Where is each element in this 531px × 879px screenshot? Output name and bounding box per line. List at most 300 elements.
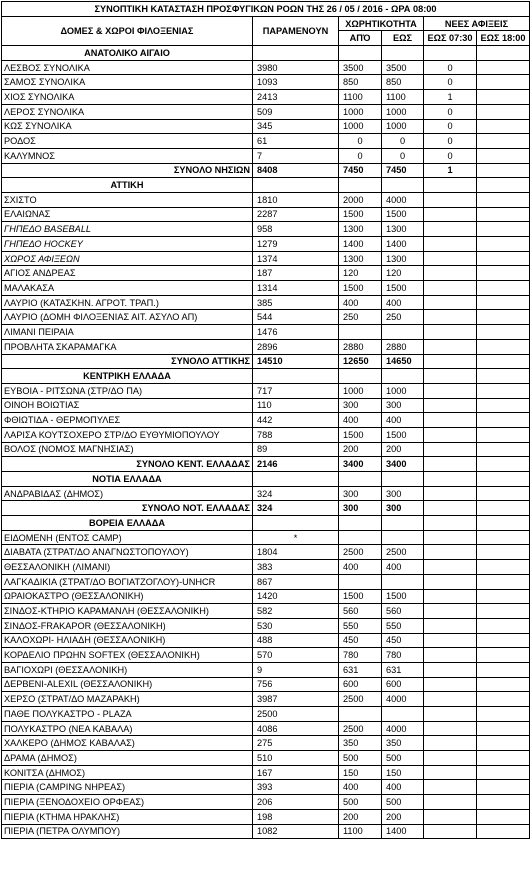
facility-name: ΔΕΡΒΕΝΙ-ALEXIL (ΘΕΣΣΑΛΟΝΙΚΗ) <box>2 677 253 692</box>
arrivals-0730-cell <box>424 751 477 766</box>
remaining-cell: 110 <box>253 398 339 413</box>
capacity-to-cell: 400 <box>382 295 424 310</box>
arrivals-1800-cell <box>477 237 530 252</box>
arrivals-0730-cell <box>424 795 477 810</box>
arrivals-1800-cell <box>477 824 530 839</box>
capacity-from-cell: 150 <box>339 765 382 780</box>
remaining-cell: 187 <box>253 266 339 281</box>
capacity-from-cell: 850 <box>339 75 382 90</box>
arrivals-1800-cell <box>477 192 530 207</box>
capacity-from-cell: 500 <box>339 751 382 766</box>
facility-name: ΛΕΡΟΣ ΣΥΝΟΛΙΚΑ <box>2 104 253 119</box>
arrivals-0730-cell <box>424 501 477 516</box>
remaining-cell: 1476 <box>253 325 339 340</box>
capacity-to-cell: 500 <box>382 751 424 766</box>
arrivals-1800-cell <box>477 707 530 722</box>
capacity-from-cell: 2500 <box>339 692 382 707</box>
arrivals-0730-cell <box>424 457 477 472</box>
arrivals-1800-cell <box>477 398 530 413</box>
arrivals-0730-cell <box>424 486 477 501</box>
capacity-from-cell: 780 <box>339 648 382 663</box>
arrivals-0730-cell <box>424 809 477 824</box>
table-row <box>2 75 530 90</box>
section-row <box>2 516 530 531</box>
facility-name: ΓΗΠΕΔΟ HOCKEY <box>2 237 253 252</box>
arrivals-1800-cell <box>477 354 530 369</box>
empty-cell <box>339 178 382 193</box>
table-row <box>2 530 530 545</box>
facility-name: ΛΑΡΙΣΑ ΚΟΥΤΣΟΧΕΡΟ ΣΤΡ/ΔΟ ΕΥΘΥΜΙΟΠΟΥΛΟΥ <box>2 427 253 442</box>
arrivals-0730-cell <box>424 574 477 589</box>
capacity-to-cell: 560 <box>382 604 424 619</box>
capacity-from-cell <box>339 707 382 722</box>
table-row <box>2 148 530 163</box>
remaining-cell: 1082 <box>253 824 339 839</box>
arrivals-0730-cell: 0 <box>424 119 477 134</box>
section-name: ΑΝΑΤΟΛΙΚΟ ΑΙΓΑΙΟ <box>2 46 253 61</box>
capacity-from-cell: 1500 <box>339 207 382 222</box>
arrivals-0730-cell <box>424 310 477 325</box>
remaining-cell: 383 <box>253 560 339 575</box>
capacity-from-cell: 1100 <box>339 90 382 105</box>
empty-cell <box>382 178 424 193</box>
capacity-to-cell: 1500 <box>382 427 424 442</box>
capacity-to-cell: 1000 <box>382 119 424 134</box>
capacity-from-cell: 631 <box>339 662 382 677</box>
total-label: ΣΥΝΟΛΟ ΝΟΤ. ΕΛΛΑΔΑΣ <box>2 501 253 516</box>
capacity-to-cell: 631 <box>382 662 424 677</box>
empty-cell <box>424 178 477 193</box>
arrivals-0730-cell <box>424 398 477 413</box>
remaining-cell: 1279 <box>253 237 339 252</box>
capacity-to-cell: 3400 <box>382 457 424 472</box>
capacity-to-cell: 1000 <box>382 383 424 398</box>
arrivals-0730-cell <box>424 442 477 457</box>
facility-name: ΛΑΓΚΑΔΙΚΙΑ (ΣΤΡΑΤ/ΔΟ ΒΟΓΙΑΤΖΟΓΛΟΥ)-UNHCR <box>2 574 253 589</box>
remaining-cell: 3987 <box>253 692 339 707</box>
capacity-to-cell: 550 <box>382 618 424 633</box>
table-row <box>2 398 530 413</box>
table-row <box>2 677 530 692</box>
facility-name: ΔΡΑΜΑ (ΔΗΜΟΣ) <box>2 751 253 766</box>
table-row <box>2 237 530 252</box>
table-row <box>2 119 530 134</box>
remaining-cell: 198 <box>253 809 339 824</box>
arrivals-1800-cell <box>477 589 530 604</box>
remaining-cell: 14510 <box>253 354 339 369</box>
header-structures: ΔΟΜΕΣ & ΧΩΡΟΙ ΦΙΛΟΞΕΝΙΑΣ <box>2 16 253 45</box>
empty-cell <box>253 516 339 531</box>
capacity-to-cell: 250 <box>382 310 424 325</box>
facility-name: ΛΕΣΒΟΣ ΣΥΝΟΛΙΚΑ <box>2 60 253 75</box>
arrivals-0730-cell: 1 <box>424 163 477 178</box>
facility-name: ΣΧΙΣΤΟ <box>2 192 253 207</box>
arrivals-1800-cell <box>477 501 530 516</box>
remaining-cell: 544 <box>253 310 339 325</box>
capacity-from-cell <box>339 530 382 545</box>
table-row <box>2 780 530 795</box>
table-row <box>2 207 530 222</box>
capacity-to-cell: 7450 <box>382 163 424 178</box>
capacity-from-cell: 250 <box>339 310 382 325</box>
section-name: ΚΕΝΤΡΙΚΗ ΕΛΛΑΔΑ <box>2 369 253 384</box>
facility-name: ΜΑΛΑΚΑΣΑ <box>2 281 253 296</box>
arrivals-1800-cell <box>477 545 530 560</box>
remaining-cell: 345 <box>253 119 339 134</box>
remaining-cell: 570 <box>253 648 339 663</box>
capacity-to-cell: 4000 <box>382 192 424 207</box>
total-row <box>2 501 530 516</box>
arrivals-0730-cell <box>424 266 477 281</box>
capacity-to-cell: 4000 <box>382 721 424 736</box>
remaining-cell: 385 <box>253 295 339 310</box>
table-body <box>2 46 530 839</box>
facility-name: ΓΗΠΕΔΟ BASEBALL <box>2 222 253 237</box>
arrivals-0730-cell <box>424 354 477 369</box>
table-row <box>2 574 530 589</box>
arrivals-1800-cell <box>477 574 530 589</box>
arrivals-0730-cell <box>424 427 477 442</box>
capacity-to-cell: 2880 <box>382 339 424 354</box>
remaining-cell: 756 <box>253 677 339 692</box>
capacity-to-cell: 1300 <box>382 251 424 266</box>
arrivals-1800-cell <box>477 677 530 692</box>
arrivals-0730-cell <box>424 222 477 237</box>
remaining-cell: 61 <box>253 134 339 149</box>
table-row <box>2 736 530 751</box>
table-row <box>2 765 530 780</box>
remaining-cell: 1420 <box>253 589 339 604</box>
table-row <box>2 192 530 207</box>
table-row <box>2 383 530 398</box>
arrivals-0730-cell <box>424 721 477 736</box>
facility-name: ΚΟΝΙΤΣΑ (ΔΗΜΟΣ) <box>2 765 253 780</box>
capacity-from-cell: 400 <box>339 780 382 795</box>
arrivals-0730-cell <box>424 560 477 575</box>
facility-name: ΣΙΝΔΟΣ-ΚΤΗΡΙΟ ΚΑΡΑΜΑΝΛΗ (ΘΕΣΣΑΛΟΝΙΚΗ) <box>2 604 253 619</box>
arrivals-0730-cell <box>424 765 477 780</box>
table-row <box>2 692 530 707</box>
remaining-cell: 530 <box>253 618 339 633</box>
remaining-cell: 4086 <box>253 721 339 736</box>
remaining-cell: 7 <box>253 148 339 163</box>
remaining-cell: 1374 <box>253 251 339 266</box>
arrivals-1800-cell <box>477 692 530 707</box>
arrivals-1800-cell <box>477 427 530 442</box>
header-until-1800: ΕΩΣ 18:00 <box>477 31 530 46</box>
total-label: ΣΥΝΟΛΟ ΑΤΤΙΚΗΣ <box>2 354 253 369</box>
arrivals-1800-cell <box>477 251 530 266</box>
facility-name: ΡΟΔΟΣ <box>2 134 253 149</box>
section-name: ΝΟΤΙΑ ΕΛΛΑΔΑ <box>2 472 253 487</box>
arrivals-1800-cell <box>477 325 530 340</box>
arrivals-0730-cell <box>424 545 477 560</box>
capacity-to-cell: 780 <box>382 648 424 663</box>
empty-cell <box>477 46 530 61</box>
empty-cell <box>253 178 339 193</box>
capacity-to-cell: 300 <box>382 501 424 516</box>
facility-name: ΘΕΣΣΑΛΟΝΙΚΗ (ΛΙΜΑΝΙ) <box>2 560 253 575</box>
capacity-from-cell <box>339 574 382 589</box>
facility-name: ΠΙΕΡΙΑ (ΚΤΗΜΑ ΗΡΑΚΛΗΣ) <box>2 809 253 824</box>
arrivals-1800-cell <box>477 266 530 281</box>
facility-name: ΧΕΡΣΟ (ΣΤΡΑΤ/ΔΟ ΜΑΖΑΡΑΚΗ) <box>2 692 253 707</box>
header-new-arrivals: ΝΕΕΣ ΑΦΙΞΕΙΣ <box>424 16 530 31</box>
table-row <box>2 721 530 736</box>
arrivals-0730-cell <box>424 780 477 795</box>
section-name: ΒΟΡΕΙΑ ΕΛΛΑΔΑ <box>2 516 253 531</box>
capacity-from-cell: 1000 <box>339 104 382 119</box>
arrivals-1800-cell <box>477 310 530 325</box>
capacity-to-cell: 200 <box>382 809 424 824</box>
arrivals-0730-cell <box>424 237 477 252</box>
section-row <box>2 472 530 487</box>
arrivals-1800-cell <box>477 104 530 119</box>
facility-name: ΠΙΕΡΙΑ (CAMPING ΝΗΡΕΑΣ) <box>2 780 253 795</box>
capacity-from-cell: 400 <box>339 560 382 575</box>
arrivals-0730-cell <box>424 633 477 648</box>
table-row <box>2 60 530 75</box>
empty-cell <box>477 178 530 193</box>
remaining-cell: 89 <box>253 442 339 457</box>
table-row <box>2 442 530 457</box>
remaining-cell: 958 <box>253 222 339 237</box>
arrivals-1800-cell <box>477 60 530 75</box>
table-row <box>2 486 530 501</box>
table-row <box>2 222 530 237</box>
empty-cell <box>477 516 530 531</box>
remaining-cell: 167 <box>253 765 339 780</box>
capacity-from-cell: 500 <box>339 795 382 810</box>
remaining-cell: 582 <box>253 604 339 619</box>
arrivals-1800-cell <box>477 530 530 545</box>
capacity-to-cell: 120 <box>382 266 424 281</box>
table-row <box>2 633 530 648</box>
table-row <box>2 589 530 604</box>
arrivals-1800-cell <box>477 281 530 296</box>
remaining-cell: 442 <box>253 413 339 428</box>
remaining-cell: 324 <box>253 501 339 516</box>
capacity-from-cell: 1300 <box>339 222 382 237</box>
arrivals-0730-cell <box>424 692 477 707</box>
arrivals-1800-cell <box>477 134 530 149</box>
total-row <box>2 163 530 178</box>
empty-cell <box>477 472 530 487</box>
remaining-cell: 8408 <box>253 163 339 178</box>
remaining-cell: 488 <box>253 633 339 648</box>
capacity-to-cell: 850 <box>382 75 424 90</box>
facility-name: ΦΘΙΩΤΙΔΑ - ΘΕΡΜΟΠΥΛΕΣ <box>2 413 253 428</box>
facility-name: ΩΡΑΙΟΚΑΣΤΡΟ (ΘΕΣΣΑΛΟΝΙΚΗ) <box>2 589 253 604</box>
remaining-cell: 1314 <box>253 281 339 296</box>
capacity-to-cell: 400 <box>382 413 424 428</box>
table-row <box>2 295 530 310</box>
capacity-to-cell: 14650 <box>382 354 424 369</box>
capacity-from-cell: 1100 <box>339 824 382 839</box>
total-label: ΣΥΝΟΛΟ ΝΗΣΙΩΝ <box>2 163 253 178</box>
facility-name: ΑΓΙΟΣ ΑΝΔΡΕΑΣ <box>2 266 253 281</box>
section-row <box>2 46 530 61</box>
arrivals-1800-cell <box>477 648 530 663</box>
capacity-to-cell: 1500 <box>382 589 424 604</box>
table-row <box>2 809 530 824</box>
facility-name: ΛΑΥΡΙΟ (ΔΟΜΗ ΦΙΛΟΞΕΝΙΑΣ ΑΙΤ. ΑΣΥΛΟ ΑΠ) <box>2 310 253 325</box>
capacity-from-cell: 1500 <box>339 281 382 296</box>
remaining-cell: 717 <box>253 383 339 398</box>
arrivals-0730-cell <box>424 589 477 604</box>
header-cap-from: ΑΠΌ <box>339 31 382 46</box>
arrivals-0730-cell: 0 <box>424 104 477 119</box>
capacity-from-cell: 7450 <box>339 163 382 178</box>
total-label: ΣΥΝΟΛΟ ΚΕΝΤ. ΕΛΛΑΔΑΣ <box>2 457 253 472</box>
capacity-to-cell: 1300 <box>382 222 424 237</box>
empty-cell <box>253 46 339 61</box>
header-row-1 <box>2 16 530 31</box>
arrivals-0730-cell <box>424 251 477 266</box>
table-row <box>2 134 530 149</box>
facility-name: ΠΙΕΡΙΑ (ΠΕΤΡΑ ΟΛΥΜΠΟΥ) <box>2 824 253 839</box>
capacity-to-cell: 1000 <box>382 104 424 119</box>
capacity-from-cell: 120 <box>339 266 382 281</box>
facility-name: ΣΙΝΔΟΣ-FRAKAPOR (ΘΕΣΣΑΛΟΝΙΚΗ) <box>2 618 253 633</box>
arrivals-1800-cell <box>477 486 530 501</box>
capacity-from-cell: 560 <box>339 604 382 619</box>
capacity-to-cell: 2500 <box>382 545 424 560</box>
arrivals-1800-cell <box>477 560 530 575</box>
empty-cell <box>424 46 477 61</box>
table-row <box>2 310 530 325</box>
capacity-to-cell: 1500 <box>382 207 424 222</box>
empty-cell <box>339 516 382 531</box>
remaining-cell: 9 <box>253 662 339 677</box>
empty-cell <box>339 46 382 61</box>
facility-name: ΑΝΔΡΑΒΙΔΑΣ (ΔΗΜΟΣ) <box>2 486 253 501</box>
capacity-from-cell: 300 <box>339 486 382 501</box>
capacity-from-cell: 3500 <box>339 60 382 75</box>
empty-cell <box>382 369 424 384</box>
arrivals-0730-cell <box>424 192 477 207</box>
remaining-cell: 1810 <box>253 192 339 207</box>
arrivals-1800-cell <box>477 795 530 810</box>
capacity-to-cell: 1500 <box>382 281 424 296</box>
remaining-cell: 510 <box>253 751 339 766</box>
capacity-to-cell: 350 <box>382 736 424 751</box>
empty-cell <box>477 369 530 384</box>
remaining-cell: 1804 <box>253 545 339 560</box>
capacity-from-cell: 12650 <box>339 354 382 369</box>
table-row <box>2 413 530 428</box>
arrivals-1800-cell <box>477 457 530 472</box>
refugee-flows-table <box>1 1 530 839</box>
arrivals-0730-cell <box>424 677 477 692</box>
capacity-from-cell: 3400 <box>339 457 382 472</box>
facility-name: ΛΑΥΡΙΟ (ΚΑΤΑΣΚΗΝ. ΑΓΡΟΤ. ΤΡΑΠ.) <box>2 295 253 310</box>
capacity-from-cell: 2500 <box>339 545 382 560</box>
capacity-to-cell: 300 <box>382 486 424 501</box>
title-row <box>2 2 530 17</box>
table-row <box>2 604 530 619</box>
facility-name: ΚΩΣ ΣΥΝΟΛΙΚΑ <box>2 119 253 134</box>
capacity-to-cell: 1100 <box>382 90 424 105</box>
arrivals-1800-cell <box>477 765 530 780</box>
table-row <box>2 618 530 633</box>
empty-cell <box>424 369 477 384</box>
capacity-to-cell <box>382 325 424 340</box>
empty-cell <box>253 369 339 384</box>
arrivals-1800-cell <box>477 163 530 178</box>
capacity-from-cell: 200 <box>339 809 382 824</box>
facility-name: ΒΑΓΙΟΧΩΡΙ (ΘΕΣΣΑΛΟΝΙΚΗ) <box>2 662 253 677</box>
facility-name: ΔΙΑΒΑΤΑ (ΣΤΡΑΤ/ΔΟ ΑΝΑΓΝΩΣΤΟΠΟΥΛΟΥ) <box>2 545 253 560</box>
header-remaining: ΠΑΡΑΜΕΝΟΥΝ <box>253 16 339 45</box>
facility-name: ΠΙΕΡΙΑ (ΞΕΝΟΔΟΧΕΙΟ ΟΡΦΕΑΣ) <box>2 795 253 810</box>
capacity-from-cell: 400 <box>339 295 382 310</box>
arrivals-1800-cell <box>477 662 530 677</box>
arrivals-0730-cell <box>424 383 477 398</box>
section-name: ΑΤΤΙΚΗ <box>2 178 253 193</box>
capacity-to-cell <box>382 707 424 722</box>
arrivals-1800-cell <box>477 75 530 90</box>
arrivals-1800-cell <box>477 721 530 736</box>
arrivals-0730-cell: 0 <box>424 148 477 163</box>
capacity-from-cell: 2880 <box>339 339 382 354</box>
facility-name: ΧΙΟΣ ΣΥΝΟΛΙΚΑ <box>2 90 253 105</box>
arrivals-0730-cell <box>424 530 477 545</box>
arrivals-0730-cell <box>424 618 477 633</box>
capacity-to-cell: 0 <box>382 134 424 149</box>
arrivals-1800-cell <box>477 780 530 795</box>
arrivals-1800-cell <box>477 442 530 457</box>
facility-name: ΕΛΑΙΩΝΑΣ <box>2 207 253 222</box>
arrivals-0730-cell <box>424 339 477 354</box>
remaining-cell: 393 <box>253 780 339 795</box>
arrivals-1800-cell <box>477 751 530 766</box>
capacity-from-cell: 300 <box>339 501 382 516</box>
capacity-to-cell: 600 <box>382 677 424 692</box>
capacity-from-cell: 1400 <box>339 237 382 252</box>
arrivals-0730-cell <box>424 736 477 751</box>
capacity-to-cell <box>382 530 424 545</box>
section-row <box>2 369 530 384</box>
capacity-to-cell: 0 <box>382 148 424 163</box>
arrivals-0730-cell <box>424 295 477 310</box>
table-row <box>2 90 530 105</box>
arrivals-0730-cell <box>424 325 477 340</box>
capacity-to-cell: 400 <box>382 560 424 575</box>
capacity-to-cell: 400 <box>382 780 424 795</box>
capacity-from-cell: 2500 <box>339 721 382 736</box>
capacity-from-cell: 350 <box>339 736 382 751</box>
table-row <box>2 824 530 839</box>
facility-name: ΚΑΛΟΧΩΡΙ- ΗΛΙΑΔΗ (ΘΕΣΣΑΛΟΝΙΚΗ) <box>2 633 253 648</box>
table-row <box>2 104 530 119</box>
remaining-cell: 275 <box>253 736 339 751</box>
empty-cell <box>382 472 424 487</box>
table-row <box>2 339 530 354</box>
arrivals-0730-cell <box>424 648 477 663</box>
capacity-to-cell <box>382 574 424 589</box>
facility-name: ΕΥΒΟΙΑ - ΡΙΤΣΩΝΑ (ΣΤΡ/ΔΟ ΠΑ) <box>2 383 253 398</box>
report-title: ΣΥΝΟΠΤΙΚΗ ΚΑΤΑΣΤΑΣΗ ΠΡΟΣΦΥΓΙΚΩΝ ΡΟΩΝ ΤΗΣ 26 / 05 / 2016 - ΩΡΑ 08:00 <box>2 2 530 17</box>
empty-cell <box>382 516 424 531</box>
arrivals-1800-cell <box>477 207 530 222</box>
arrivals-1800-cell <box>477 90 530 105</box>
capacity-to-cell: 1400 <box>382 824 424 839</box>
header-cap-to: ΕΩΣ <box>382 31 424 46</box>
table-row <box>2 662 530 677</box>
remaining-cell: 206 <box>253 795 339 810</box>
arrivals-1800-cell <box>477 604 530 619</box>
